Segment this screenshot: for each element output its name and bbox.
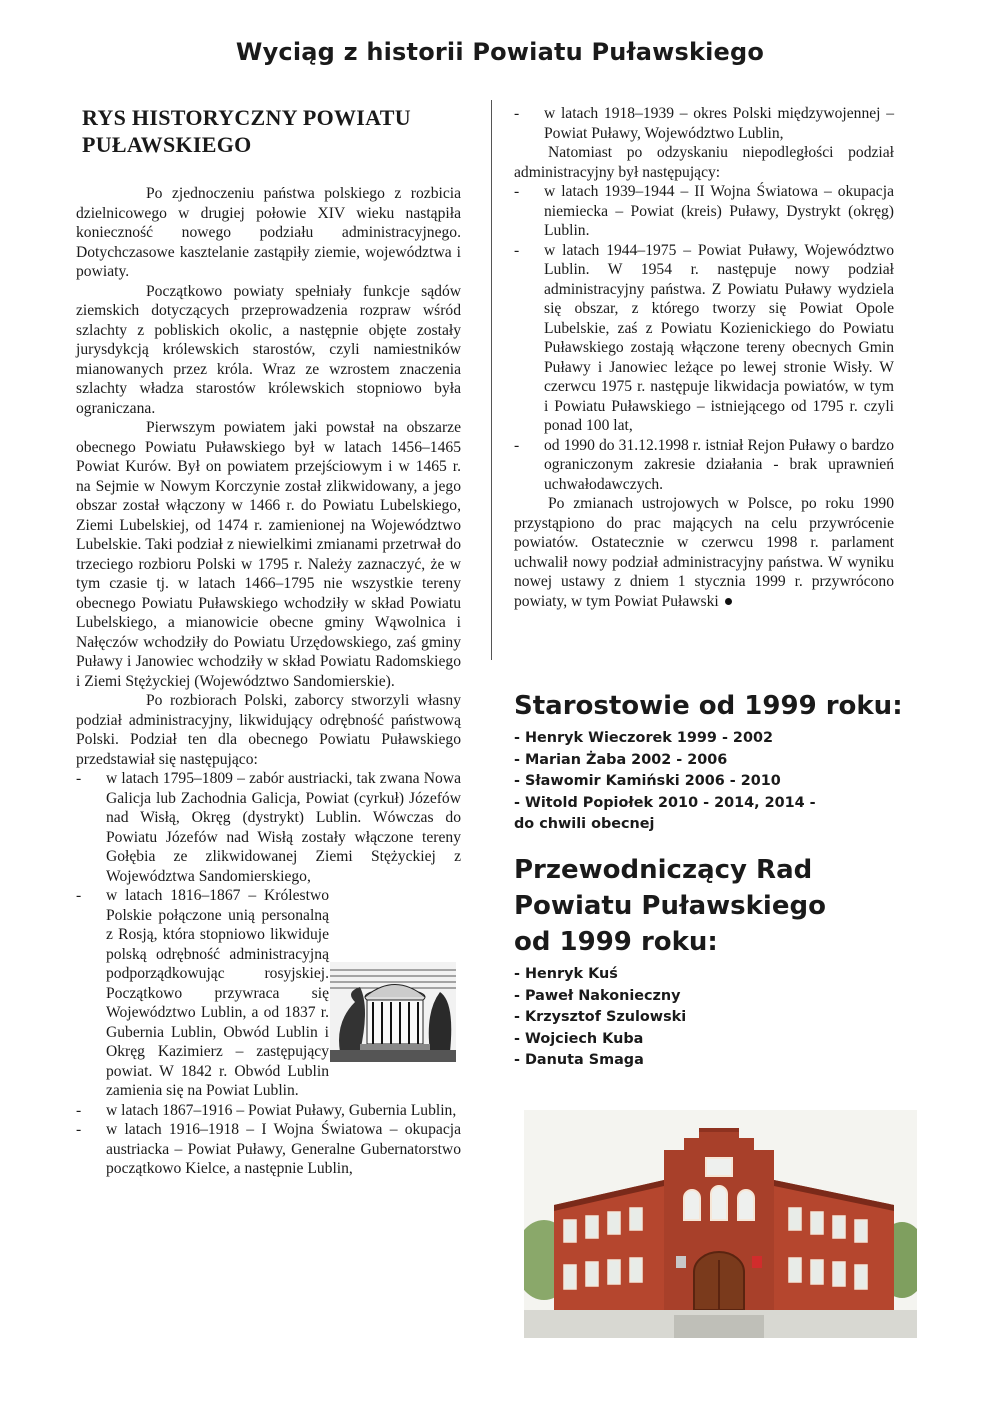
- paragraph: Pierwszym powiatem jaki powstał na obszarze obecnego Powiatu Puławskiego był w latach 1456–1465 Powiat Kurów. Był on powiatem przejściowym i w 1465 r. na Sejmie w Nowym Korczynie został zlikwidowany, a jego obszar został włączony w 1466 r. do Powiatu Lubelskiego, Ziemi Lubelskiej, od 1474 r. zamienionej na Województwo Lubelskie. Taki podział z niewielkimi zmianami przetrwał do trzeciego rozbioru Polski w 1795 r. Należy zaznaczyć, że w tym czasie tj. w latach 1466–1795 nie wszystkie tereny obecnego Powiatu Puławskiego wchodziły w skład Powiatu Lubelskiego, a mianowicie obecne gminy Wąwolnica i Nałęczów wchodziły do Powiatu Urzędowskiego, zaś gminy Puławy i Janowiec wchodziły w skład Powiatu Radomskiego i Ziemi Stężyckiej (Województwo Sandomierskie).: [76, 419, 461, 690]
- paragraph: Po zjednoczeniu państwa polskiego z rozbicia dzielnicowego w drugiej połowie XIV wieku nastąpiła konieczność nowego podziału administracyjnego. Dotychczasowe kasztelanie zastąpiły ziemie, województwa i powiaty.: [76, 185, 461, 280]
- list-item: - od 1990 do 31.12.1998 r. istniał Rejon Puławy o bardzo ograniczonym zakresie działania - brak uprawnień uchwałodawczych.: [514, 436, 894, 495]
- history-heading: RYS HISTORYCZNY POWIATU PUŁAWSKIEGO: [82, 105, 411, 157]
- list-item: - Witold Popiołek 2010 - 2014, 2014 - do chwili obecnej: [514, 794, 816, 832]
- list-item: - Henryk Kuś: [514, 966, 618, 982]
- przewodniczacy-section: [514, 852, 844, 1072]
- list-item: - Henryk Wieczorek 1999 - 2002: [514, 730, 773, 746]
- paragraph: [514, 494, 894, 611]
- column-divider: [491, 100, 492, 660]
- starostowie-heading: Starostowie od 1999 roku:: [514, 691, 903, 721]
- paragraph: Po rozbiorach Polski, zaborcy stworzyli własny podział administracyjny, likwidujący odrębność państwową Polski. Podział ten dla obecnego Powiatu Puławskiego przedstawiał się następująco:: [76, 692, 461, 768]
- postwar-list: [514, 182, 894, 494]
- list-item: - Danuta Smaga: [514, 1052, 644, 1068]
- rotunda-engraving-icon: [330, 962, 456, 1062]
- list-item: - w latach 1795–1809 – zabór austriacki, tak zwana Nowa Galicja lub Zachodnia Galicja, Powiat (cyrkuł) Józefów nad Wisłą, Okręg (dystrykt) Lublin. Wówczas do Powiatu Józefów nad Wisłą zostały włączone tereny Gołębia ze zlikwidowanej Ziemi Stężyckiej z Województwa Sandomierskiego,: [76, 769, 461, 886]
- building-photo-icon: [524, 1110, 917, 1338]
- przewodniczacy-heading: Przewodniczący Rad Powiatu Puławskiego od 1999 roku:: [514, 855, 826, 957]
- closing-text: Po zmianach ustrojowych w Polsce, po roku 1990 przystąpiono do prac mających na celu przywrócenie powiatów. Ostatecznie w czerwcu 1998 r. parlament uchwalił nowy podział administracyjny państwa. W wyniku nowej ustawy z dniem 1 stycznia 1999 r. przywrócono powiaty, w tym Powiat Puławski: [514, 495, 894, 610]
- list-item: - Krzysztof Szulowski: [514, 1009, 687, 1025]
- list-item: - w latach 1918–1939 – okres Polski międzywojennej – Powiat Puławy, Województwo Lublin,: [514, 104, 894, 143]
- starostowie-list: [514, 728, 914, 836]
- list-item: - Marian Żaba 2002 - 2006: [514, 751, 728, 768]
- list-item: - Sławomir Kamiński 2006 - 2010: [514, 773, 781, 789]
- paragraph: Początkowo powiaty spełniały funkcje sądów ziemskich dotyczących przeprowadzenia rozpraw wśród szlachty z pobliskich okolic, a następnie objęte zostały jurysdykcją królewskich starostów, czyli namiestników mianowanych przez króla. Wraz ze wzrostem znaczenia szlachty władza starostów królewskich stopniowo była ograniczana.: [76, 282, 461, 417]
- partition-list-continued: [514, 104, 894, 143]
- list-item: - Wojciech Kuba: [514, 1030, 644, 1047]
- list-item: - w latach 1916–1918 – I Wojna Światowa – okupacja austriacka – Powiat Puławy, Generalne Gubernatorstwo początkowo Kielce, a następnie Lublin,: [76, 1120, 461, 1179]
- przewodniczacy-list: [514, 964, 844, 1072]
- list-item: - w latach 1939–1944 – II Wojna Światowa – okupacja niemiecka – Powiat (kreis) Puławy, Dystrykt (okręg) Lublin.: [514, 182, 894, 241]
- end-mark-icon: [725, 598, 732, 605]
- list-item: - Paweł Nakonieczny: [514, 987, 681, 1004]
- paragraph: Natomiast po odzyskaniu niepodległości podział administracyjny był następujący:: [514, 144, 894, 181]
- list-item: - w latach 1816–1867 – Królestwo Polskie połączone unią personalną z Rosją, która stopniowo likwiduje polską odrębność administracyjną podporządkowując rosyjskiej. Początkowo przywraca się Województwo Lublin, a od 1837 r. Gubernia Lublin, Obwód Lublin i Okręg Kazimierz – zastępujący powiat. W 1842 r. Obwód Lublin zamienia się na Powiat Lublin.: [76, 886, 461, 1101]
- right-column: [514, 104, 894, 611]
- starostowie-section: [514, 688, 914, 836]
- list-item: - w latach 1867–1916 – Powiat Puławy, Gubernia Lublin,: [76, 1101, 461, 1121]
- list-item: - w latach 1944–1975 – Powiat Puławy, Województwo Lublin. W 1954 r. następuje nowy podział administracyjny państwa. Z Powiatu Puławy wydziela się obszar, z którego tworzy się Powiat Opole Lubelskie, zaś z Powiatu Kozienickiego do Powiatu Puławskiego zostają włączone tereny obecnych Gmin Puławy i Janowiec leżące po lewej stronie Wisły. W czerwcu 1975 r. następuje likwidacja powiatów, w tym i Powiatu Puławskiego – istniejącego od 1795 r. czyli ponad 100 lat,: [514, 241, 894, 436]
- page-title: Wyciąg z historii Powiatu Puławskiego: [235, 38, 765, 66]
